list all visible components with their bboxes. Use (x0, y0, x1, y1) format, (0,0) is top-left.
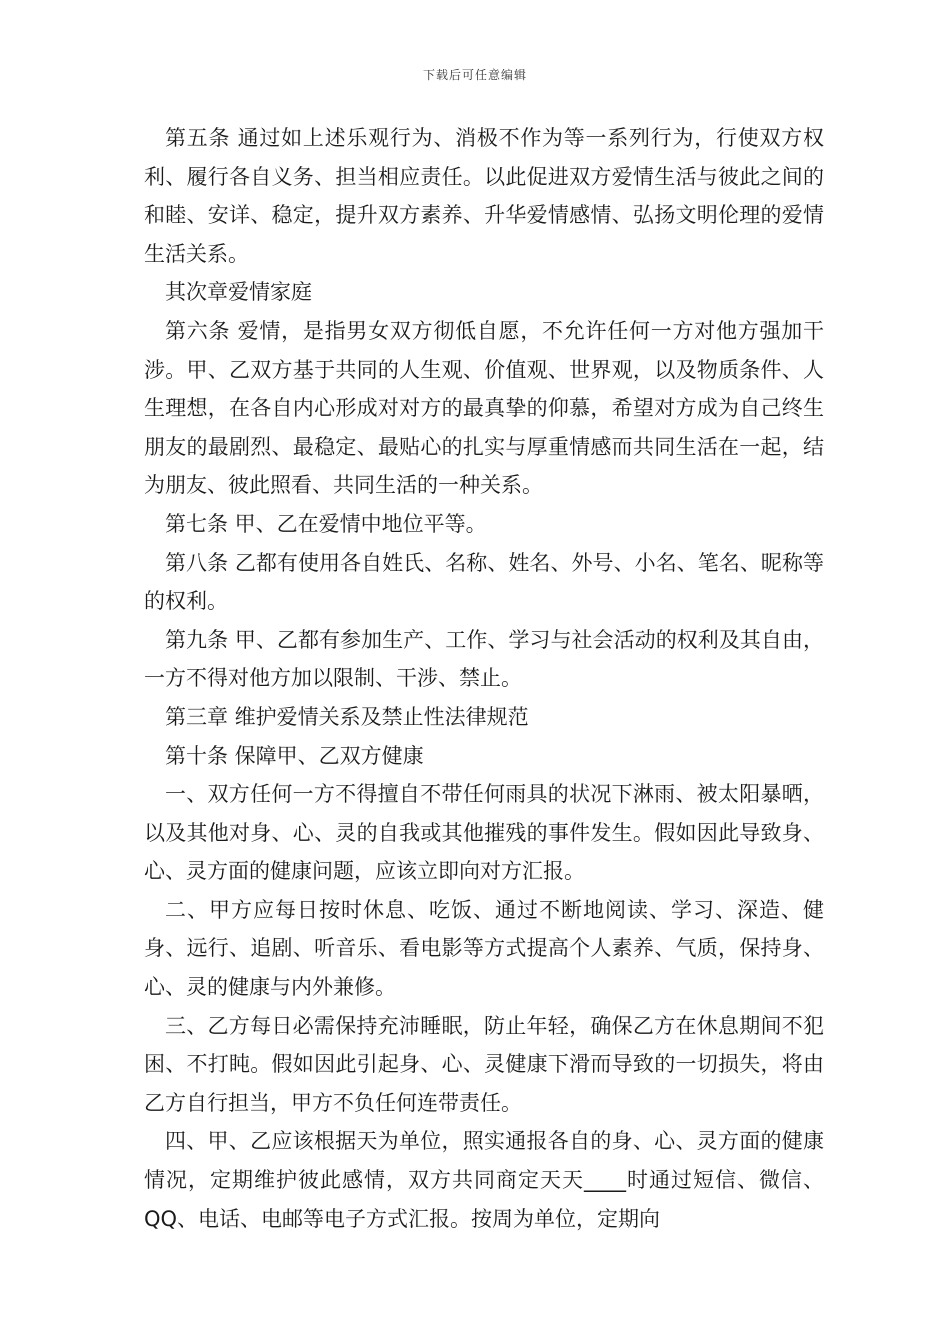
article-7-paragraph: 第七条 甲、乙在爱情中地位平等。 (165, 511, 487, 536)
document-body (144, 119, 824, 1238)
header-note: 下载后可任意编辑 (422, 68, 527, 82)
chapter-2-heading: 其次章爱情家庭 (165, 280, 312, 305)
article-5-paragraph: 第五条 通过如上述乐观行为、消极不作为等一系列行为，行使双方权利、履行各自义务、担当相应责任。以此促进双方爱情生活与彼此之间的和睦、安详、稳定，提升双方素养、升华爱情感情、弘扬文明伦理的爱情生活关系。 (144, 126, 824, 266)
article-9-paragraph: 第九条 甲、乙都有参加生产、工作、学习与社会活动的权利及其自由，一方不得对他方加以限制、干涉、禁止。 (144, 627, 824, 691)
article-6-paragraph: 第六条 爱情，是指男女双方彻低自愿，不允许任何一方对他方强加干涉。甲、乙双方基于共同的人生观、价值观、世界观，以及物质条件、人生理想，在各自内心形成对对方的最真挚的仰慕，希望对方成为自己终生朋友的最剧烈、最稳定、最贴心的扎实与厚重情感而共同生活在一起，结为朋友、彼此照看、共同生活的一种关系。 (144, 318, 824, 498)
clause-1-paragraph: 一、双方任何一方不得擅自不带任何雨具的状况下淋雨、被太阳暴晒，以及其他对身、心、灵的自我或其他摧残的事件发生。假如因此导致身、心、灵方面的健康问题，应该立即向对方汇报。 (144, 782, 824, 884)
article-10-heading: 第十条 保障甲、乙双方健康 (165, 743, 424, 768)
clause-2-paragraph: 二、甲方应每日按时休息、吃饭、通过不断地阅读、学习、深造、健身、远行、追剧、听音乐、看电影等方式提高个人素养、气质，保持身、心、灵的健康与内外兼修。 (144, 897, 824, 1000)
clause-3-paragraph: 三、乙方每日必需保持充沛睡眠，防止年轻，确保乙方在休息期间不犯困、不打盹。假如因此引起身、心、灵健康下滑而导致的一切损失，将由乙方自行担当，甲方不负任何连带责任。 (144, 1013, 824, 1115)
chapter-3-heading: 第三章 维护爱情关系及禁止性法律规范 (165, 704, 529, 729)
article-8-paragraph: 第八条 乙都有使用各自姓氏、名称、姓名、外号、小名、笔名、昵称等的权利。 (144, 550, 824, 614)
clause-4-paragraph: 四、甲、乙应该根据天为单位，照实通报各自的身、心、灵方面的健康情况，定期维护彼此感情，双方共同商定天天____时通过短信、微信、QQ、电话、电邮等电子方式汇报。按周为单位，定期向 (144, 1129, 824, 1231)
